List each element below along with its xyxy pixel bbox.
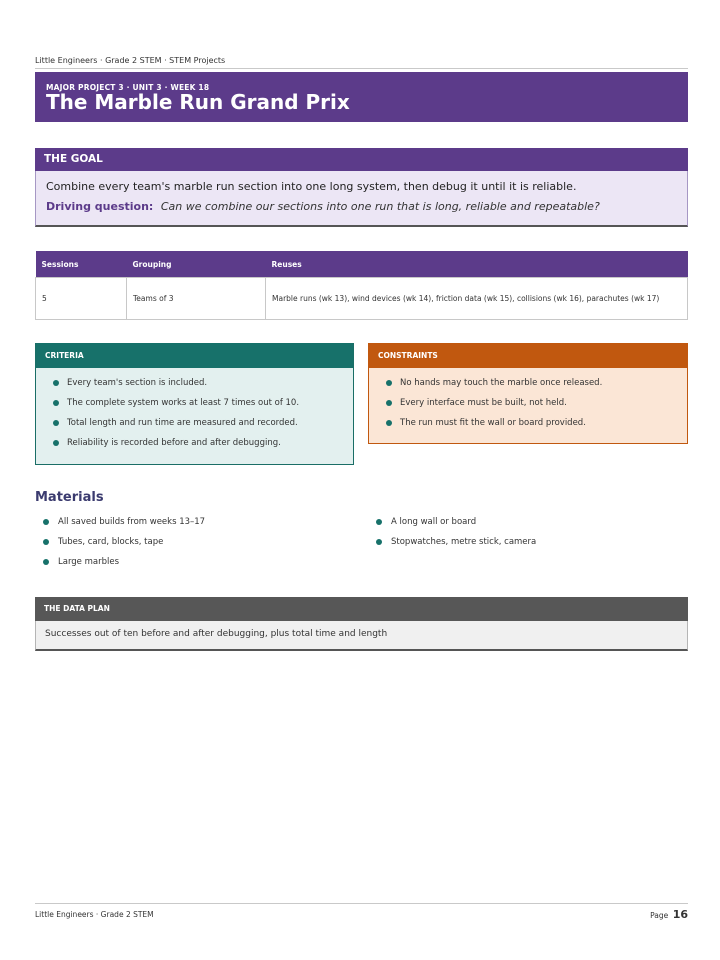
list-item: Reliability is recorded before and after debugging. — [53, 436, 353, 450]
constraints-heading: CONSTRAINTS — [369, 343, 687, 368]
driving-question-label: Driving question: — [46, 200, 154, 213]
project-kicker: MAJOR PROJECT 3 · UNIT 3 · WEEK 18 — [46, 83, 210, 92]
goal-heading: THE GOAL — [35, 148, 688, 171]
header-grouping: Grouping — [127, 251, 266, 278]
page-label: Page — [650, 911, 669, 920]
project-info-table — [35, 251, 688, 320]
list-item: The run must fit the wall or board provided. — [386, 416, 687, 430]
list-item: Total length and run time are measured and recorded. — [53, 416, 353, 430]
table-row — [36, 278, 688, 320]
page-title: The Marble Run Grand Prix — [46, 90, 350, 114]
criteria-heading: CRITERIA — [36, 343, 353, 368]
table-header-row — [36, 251, 688, 278]
list-item: The complete system works at least 7 times out of 10. — [53, 396, 353, 410]
data-plan-section — [35, 597, 688, 651]
materials-right-column — [376, 515, 536, 555]
list-item: Every team's section is included. — [53, 376, 353, 390]
running-head: Little Engineers · Grade 2 STEM · STEM Projects — [35, 56, 688, 69]
cell-grouping: Teams of 3 — [127, 278, 266, 320]
materials-heading: Materials — [35, 490, 104, 505]
list-item: All saved builds from weeks 13–17 — [43, 515, 205, 529]
constraints-box — [368, 343, 688, 444]
list-item: Stopwatches, metre stick, camera — [376, 535, 536, 549]
constraints-list — [369, 368, 687, 430]
list-item: Every interface must be built, not held. — [386, 396, 687, 410]
list-item: No hands may touch the marble once released. — [386, 376, 687, 390]
data-plan-text: Successes out of ten before and after debugging, plus total time and length — [35, 621, 688, 651]
list-item: Tubes, card, blocks, tape — [43, 535, 205, 549]
criteria-box — [35, 343, 354, 465]
driving-question — [46, 200, 677, 214]
list-item: A long wall or board — [376, 515, 536, 529]
page-number: 16 — [672, 908, 688, 921]
goal-section — [35, 148, 688, 227]
goal-text: Combine every team's marble run section into one long system, then debug it until it is reliable. — [46, 180, 577, 193]
criteria-list — [36, 368, 353, 450]
page-number-block — [650, 908, 688, 921]
materials-left-column — [43, 515, 205, 575]
cell-sessions: 5 — [36, 278, 127, 320]
title-banner — [35, 72, 688, 122]
data-plan-heading: THE DATA PLAN — [35, 597, 688, 621]
driving-question-text: Can we combine our sections into one run that is long, reliable and repeatable? — [160, 200, 600, 213]
header-sessions: Sessions — [36, 251, 127, 278]
page-footer — [35, 903, 688, 919]
header-reuses: Reuses — [266, 251, 688, 278]
list-item: Large marbles — [43, 555, 205, 569]
goal-body — [35, 171, 688, 227]
cell-reuses: Marble runs (wk 13), wind devices (wk 14), friction data (wk 15), collisions (wk 16), parachutes (wk 17) — [266, 278, 688, 320]
footer-text: Little Engineers · Grade 2 STEM — [35, 910, 154, 919]
